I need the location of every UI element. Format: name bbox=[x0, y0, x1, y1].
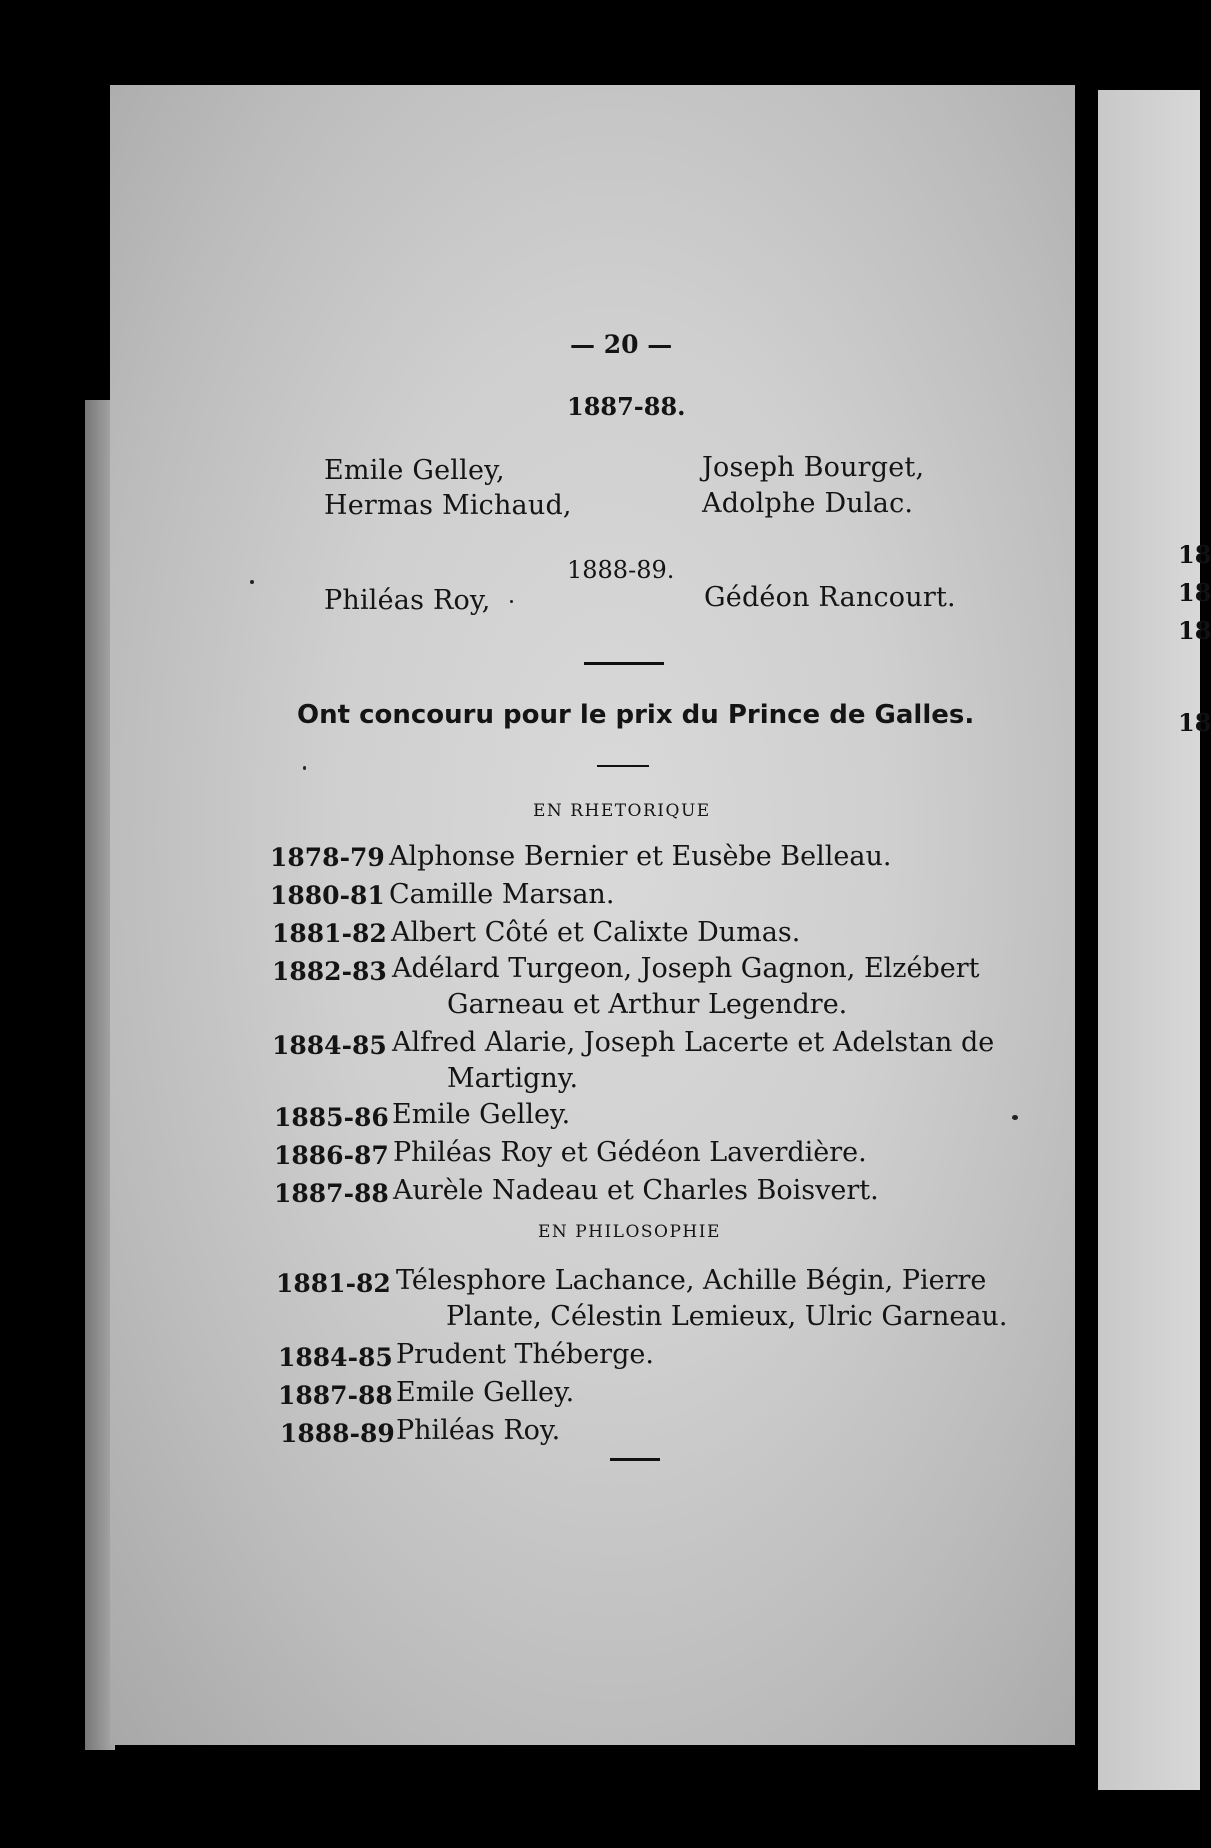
laureate-name: Gédéon Rancourt. bbox=[704, 582, 956, 613]
laureate-name: Hermas Michaud, bbox=[324, 490, 572, 521]
entry-year: 1881-82 bbox=[276, 1269, 391, 1298]
divider-rule bbox=[597, 765, 649, 767]
entry-text: Emile Gelley. bbox=[392, 1099, 571, 1130]
entry-year: 1884-85 bbox=[272, 1031, 387, 1060]
entry-year: 1881-82 bbox=[272, 919, 387, 948]
entry-year: 1880-81 bbox=[270, 881, 385, 910]
entry-text: Adélard Turgeon, Joseph Gagnon, Elzébert bbox=[392, 953, 980, 984]
entry-text: Philéas Roy. bbox=[396, 1415, 561, 1446]
entry-text: Emile Gelley. bbox=[396, 1377, 575, 1408]
entry-year: 1878-79 bbox=[270, 843, 385, 872]
entry-text: Camille Marsan. bbox=[389, 879, 615, 910]
laureate-name: Philéas Roy, bbox=[324, 585, 491, 616]
laureate-name: Joseph Bourget, bbox=[702, 452, 925, 483]
section-label: EN PHILOSOPHIE bbox=[538, 1222, 721, 1242]
divider-rule bbox=[584, 662, 664, 665]
entry-year: 1887-88 bbox=[274, 1179, 389, 1208]
entry-year: 1888-89 bbox=[280, 1419, 395, 1448]
adjacent-page-fragment: 18 bbox=[1178, 578, 1211, 607]
prize-heading: Ont concouru pour le prix du Prince de Galles. bbox=[297, 700, 975, 730]
year-heading: 1888-89. bbox=[567, 556, 675, 584]
entry-text: Martigny. bbox=[447, 1063, 579, 1094]
entry-text: Garneau et Arthur Legendre. bbox=[447, 989, 848, 1020]
entry-text: Albert Côté et Calixte Dumas. bbox=[391, 917, 801, 948]
entry-text: Prudent Théberge. bbox=[396, 1339, 654, 1370]
adjacent-page-fragment: 18 bbox=[1178, 708, 1211, 737]
entry-text: Plante, Célestin Lemieux, Ulric Garneau. bbox=[446, 1301, 1008, 1332]
entry-year: 1882-83 bbox=[272, 957, 387, 986]
section-label: EN RHETORIQUE bbox=[533, 801, 711, 821]
entry-text: Alfred Alarie, Joseph Lacerte et Adelstan de bbox=[392, 1027, 995, 1058]
entry-year: 1887-88 bbox=[278, 1381, 393, 1410]
entry-text: Aurèle Nadeau et Charles Boisvert. bbox=[393, 1175, 879, 1206]
entry-year: 1884-85 bbox=[278, 1343, 393, 1372]
adjacent-page-fragment: 18 bbox=[1178, 616, 1211, 645]
laureate-name: Emile Gelley, bbox=[324, 455, 505, 486]
entry-text: Philéas Roy et Gédéon Laverdière. bbox=[393, 1137, 867, 1168]
year-heading: 1887-88. bbox=[567, 392, 686, 421]
laureate-name: Adolphe Dulac. bbox=[702, 488, 914, 519]
adjacent-page-fragment: 18 bbox=[1178, 540, 1211, 569]
scan-speck bbox=[1012, 1115, 1018, 1120]
scan-speck bbox=[510, 600, 513, 603]
entry-year: 1886-87 bbox=[274, 1141, 389, 1170]
entry-year: 1885-86 bbox=[274, 1103, 389, 1132]
scan-speck bbox=[303, 766, 306, 770]
adjacent-page-strip bbox=[1098, 90, 1200, 1790]
page-number: — 20 — bbox=[570, 330, 673, 359]
entry-text: Télesphore Lachance, Achille Bégin, Pierre bbox=[396, 1265, 987, 1296]
scan-speck bbox=[250, 580, 254, 584]
divider-rule bbox=[610, 1458, 660, 1461]
entry-text: Alphonse Bernier et Eusèbe Belleau. bbox=[389, 841, 892, 872]
